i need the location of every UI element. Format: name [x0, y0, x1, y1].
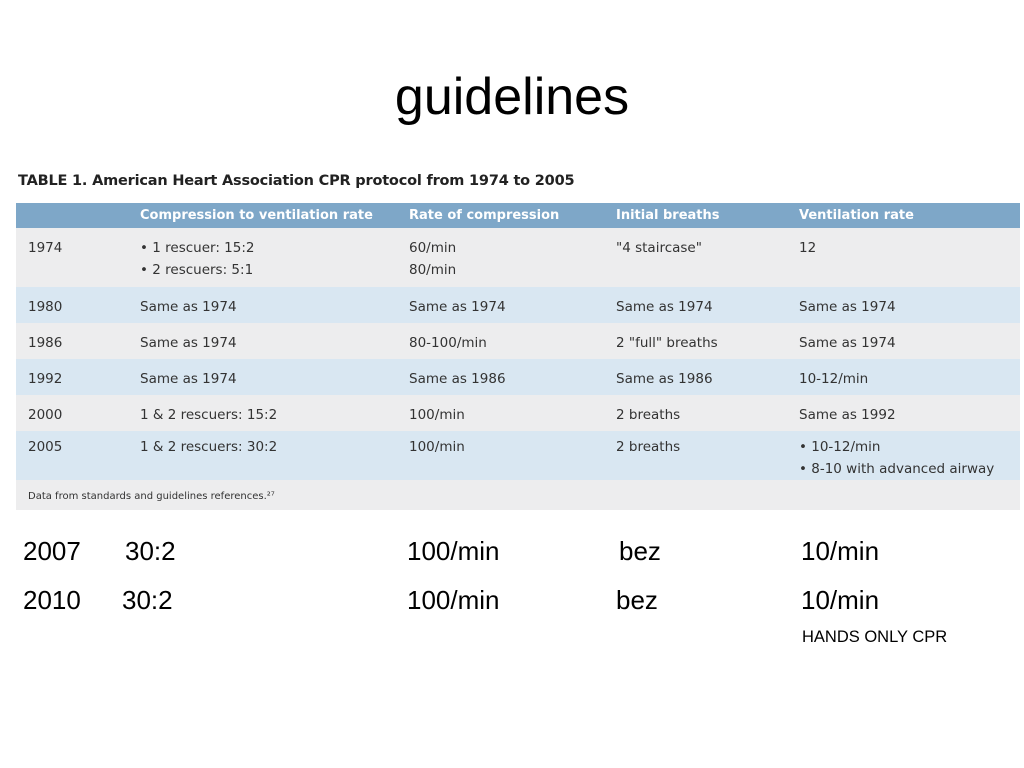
extra-rate-2010: 100/min: [407, 585, 500, 615]
table-cell: • 10-12/min • 8-10 with advanced airway: [797, 431, 1020, 480]
table-cell: 2 breaths: [614, 395, 797, 431]
table-cell: 2 "full" breaths: [614, 323, 797, 359]
extra-year-2007: 2007: [23, 536, 81, 566]
table-cell-year: 2005: [16, 431, 138, 480]
header-initial-breaths: Initial breaths: [614, 203, 797, 228]
extra-year-2010: 2010: [23, 585, 81, 615]
extra-ventilation-2010: 10/min: [801, 585, 880, 615]
table-cell: Same as 1992: [797, 395, 1020, 431]
table-row: [16, 431, 1020, 480]
table-cell-year: 1980: [16, 287, 138, 323]
table-row: [16, 287, 1020, 323]
table-footnote: Data from standards and guidelines references.²⁷: [16, 480, 1020, 510]
header-compression-ventilation: Compression to ventilation rate: [138, 203, 407, 228]
table-row: [16, 228, 1020, 287]
table-cell: 1 & 2 rescuers: 30:2: [138, 431, 407, 480]
table-row: [16, 359, 1020, 395]
table-cell: "4 staircase": [614, 228, 797, 287]
slide-title: guidelines: [394, 68, 630, 126]
table-header-row: [16, 203, 1020, 228]
cpr-protocol-table: [16, 203, 1020, 510]
extra-ratio-2010: 30:2: [122, 585, 173, 615]
table-row: [16, 395, 1020, 431]
table-cell: 1 & 2 rescuers: 15:2: [138, 395, 407, 431]
table-cell: • 1 rescuer: 15:2 • 2 rescuers: 5:1: [138, 228, 407, 287]
extra-breaths-2007: bez: [619, 536, 661, 566]
table-cell-year: 1986: [16, 323, 138, 359]
table-cell: 10-12/min: [797, 359, 1020, 395]
table-cell: 2 breaths: [614, 431, 797, 480]
table-cell: Same as 1974: [797, 323, 1020, 359]
table-cell: Same as 1986: [407, 359, 614, 395]
extra-ratio-2007: 30:2: [125, 536, 176, 566]
table-caption: TABLE 1. American Heart Association CPR protocol from 1974 to 2005: [18, 173, 575, 189]
table-cell: Same as 1974: [614, 287, 797, 323]
table-cell: 100/min: [407, 395, 614, 431]
table-cell-year: 1992: [16, 359, 138, 395]
table-cell: 80-100/min: [407, 323, 614, 359]
table-cell: Same as 1974: [138, 359, 407, 395]
extra-ventilation-2007: 10/min: [801, 536, 880, 566]
table-cell: Same as 1974: [138, 287, 407, 323]
table-cell: Same as 1974: [407, 287, 614, 323]
table-cell: Same as 1986: [614, 359, 797, 395]
extra-breaths-2010: bez: [616, 585, 658, 615]
table-cell: Same as 1974: [797, 287, 1020, 323]
header-rate-of-compression: Rate of compression: [407, 203, 614, 228]
cpr-protocol-table-figure: [16, 168, 1020, 522]
table-cell: 12: [797, 228, 1020, 287]
extra-rate-2007: 100/min: [407, 536, 500, 566]
table-row: [16, 323, 1020, 359]
table-cell: 100/min: [407, 431, 614, 480]
table-cell-year: 2000: [16, 395, 138, 431]
table-cell: Same as 1974: [138, 323, 407, 359]
table-footnote-row: [16, 480, 1020, 510]
header-ventilation-rate: Ventilation rate: [797, 203, 1020, 228]
table-cell-year: 1974: [16, 228, 138, 287]
hands-only-cpr-label: HANDS ONLY CPR: [802, 628, 948, 646]
table-cell: 60/min 80/min: [407, 228, 614, 287]
header-year: [16, 203, 138, 228]
